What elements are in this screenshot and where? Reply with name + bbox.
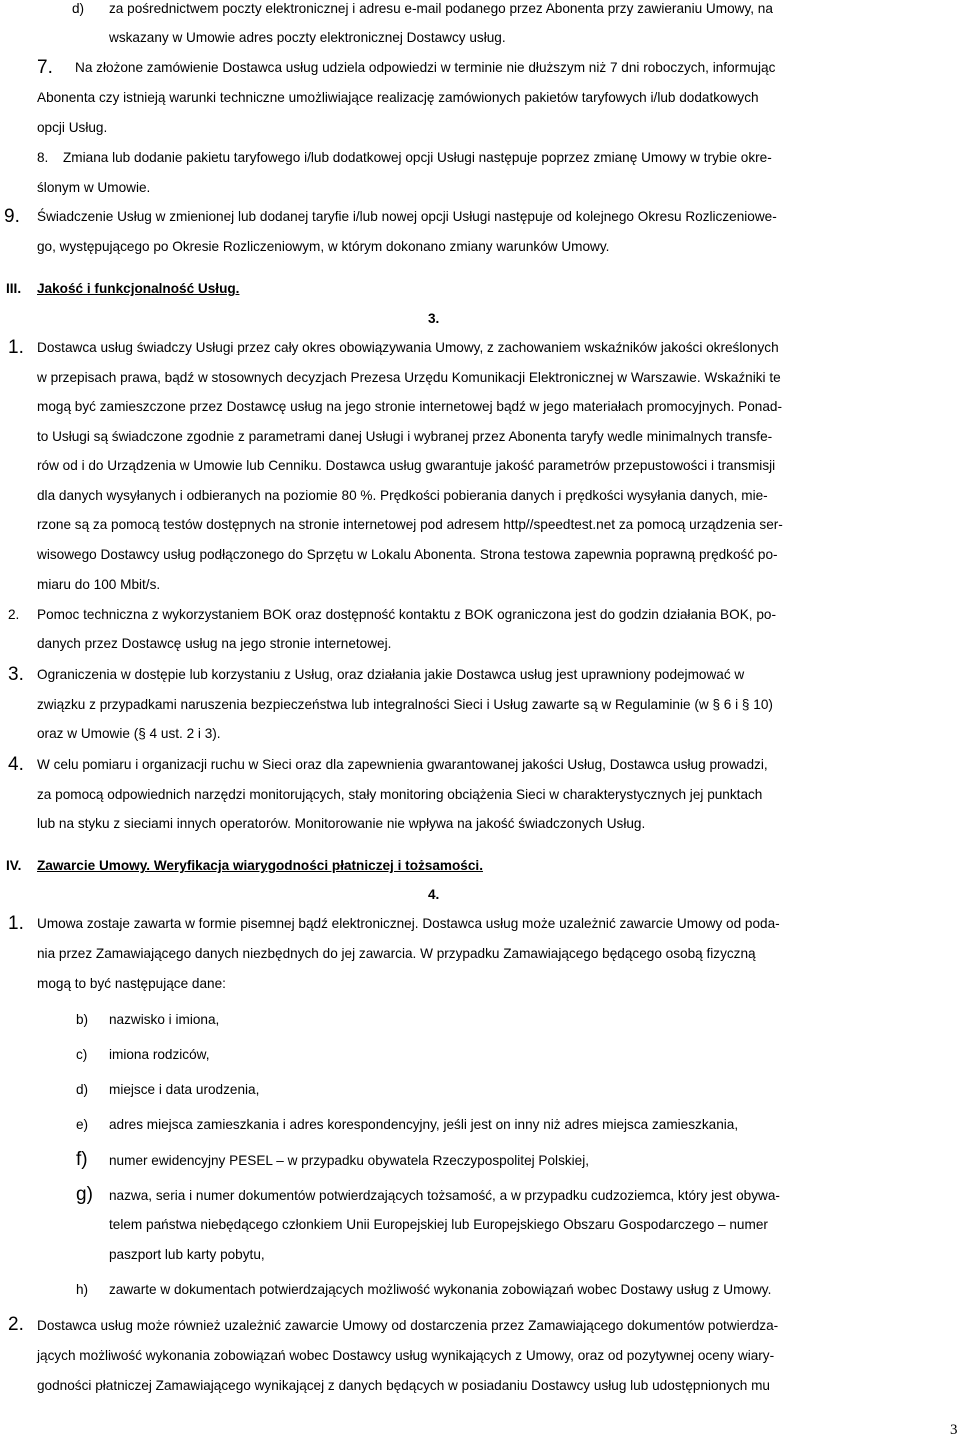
text-line: mogą to być następujące dane: bbox=[37, 976, 226, 991]
text-line: danych przez Dostawcę usług na jego stronie internetowej. bbox=[37, 636, 392, 651]
paragraph-number: 9. bbox=[4, 206, 20, 227]
text-line: Na złożone zamówienie Dostawca usług udziela odpowiedzi w terminie nie dłuższym niż 7 dni roboczych, informując bbox=[75, 60, 776, 75]
item-text: numer ewidencyjny PESEL – w przypadku obywatela Rzeczypospolitej Polskiej, bbox=[109, 1153, 590, 1168]
text-line: rzone są za pomocą testów dostępnych na stronie internetowej pod adresem http//speedtest.net za pomocą urządzenia ser- bbox=[37, 517, 783, 532]
item-marker: g) bbox=[76, 1184, 93, 1205]
item-marker: h) bbox=[76, 1282, 89, 1297]
text-line: oraz w Umowie (§ 4 ust. 2 i 3). bbox=[37, 726, 221, 741]
clause-number: 2. bbox=[8, 607, 20, 622]
text-line: mogą być zamieszczone przez Dostawcę usług na jego stronie internetowej bądź w jego materiałach promocyjnych. Ponad- bbox=[37, 399, 783, 414]
text-line: opcji Usług. bbox=[37, 120, 108, 135]
item-text: imiona rodziców, bbox=[109, 1047, 210, 1062]
text-line: w przepisach prawa, bądź w stosownych decyzjach Prezesa Urzędu Komunikacji Elektronicznej w Warszawie. Wskaźniki te bbox=[37, 370, 781, 385]
text-line: Dostawca usług świadczy Usługi przez cały okres obowiązywania Umowy, z zachowaniem wskaźników jakości określonych bbox=[37, 340, 779, 355]
text-line: to Usługi są świadczone zgodnie z parametrami danej Usługi i wybranej przez Abonenta taryfy wedle minimalnych transfe- bbox=[37, 429, 773, 444]
text-line: ślonym w Umowie. bbox=[37, 180, 151, 195]
text-line: rów od i do Urządzenia w Umowie lub Cenniku. Dostawca usług gwarantuje jakość parametrów przepustowości i transmisji bbox=[37, 458, 776, 473]
text-line: Pomoc techniczna z wykorzystaniem BOK oraz dostępność kontaktu z BOK ograniczona jest do godzin działania BOK, po- bbox=[37, 607, 776, 622]
clause-number: 4. bbox=[8, 754, 24, 775]
item-text: telem państwa niebędącego członkiem Unii Europejskiej lub Europejskiego Obszaru Gospodarczego – numer bbox=[109, 1217, 768, 1232]
text-line: związku z przypadkami naruszenia bezpieczeństwa lub integralności Sieci i Usług zawarte są w Regulaminie (w § 6 i § 10) bbox=[37, 697, 773, 712]
clause-number: 2. bbox=[8, 1314, 24, 1335]
item-text: adres miejsca zamieszkania i adres korespondencyjny, jeśli jest on inny niż adres miejsca zamieszkania, bbox=[109, 1117, 739, 1132]
text-line: nia przez Zamawiającego danych niezbędnych do jej zawarcia. W przypadku Zamawiającego będącego osobą fizyczną bbox=[37, 946, 756, 961]
text-line: Zmiana lub dodanie pakietu taryfowego i/lub dodatkowej opcji Usługi następuje poprzez zmianę Umowy w trybie okre- bbox=[63, 150, 772, 165]
item-marker: c) bbox=[76, 1047, 88, 1062]
item-marker: f) bbox=[76, 1149, 88, 1170]
text-line: godności płatniczej Zamawiającego wynikającej z danych będących w posiadaniu Dostawcy usług lub udostępnionych mu bbox=[37, 1378, 770, 1393]
item-text: paszport lub karty pobytu, bbox=[109, 1247, 265, 1262]
paragraph-number: 8. bbox=[37, 150, 49, 165]
text-line: miaru do 100 Mbit/s. bbox=[37, 577, 161, 592]
text-line: za pomocą odpowiednich narzędzi monitorujących, stały monitoring obciążenia Sieci w charakterystycznych jej punktach bbox=[37, 787, 763, 802]
paragraph-sign-3: 3. bbox=[428, 311, 440, 326]
item-text: nazwa, seria i numer dokumentów potwierdzających tożsamość, a w przypadku cudzoziemca, który jest obywa- bbox=[109, 1188, 780, 1203]
clause-number: 3. bbox=[8, 664, 24, 685]
text-line: go, występującego po Okresie Rozliczeniowym, w którym dokonano zmiany warunków Umowy. bbox=[37, 239, 610, 254]
section-title: Zawarcie Umowy. Weryfikacja wiarygodności płatniczej i tożsamości. bbox=[37, 858, 483, 873]
text-line: wisowego Dostawcy usług podłączonego do Sprzętu w Lokalu Abonenta. Strona testowa zapewnia poprawną prędkość po- bbox=[37, 547, 778, 562]
item-text: zawarte w dokumentach potwierdzających możliwość wykonania zobowiązań wobec Dostawy usług z Umowy. bbox=[109, 1282, 772, 1297]
page-number: 3 bbox=[950, 1422, 958, 1438]
section-roman-numeral: IV. bbox=[6, 858, 22, 873]
paragraph-number: 7. bbox=[37, 57, 53, 78]
clause-number: 1. bbox=[8, 913, 24, 934]
paragraph-sign-4: 4. bbox=[428, 887, 440, 902]
item-text: miejsce i data urodzenia, bbox=[109, 1082, 260, 1097]
text-line: za pośrednictwem poczty elektronicznej i adresu e-mail podanego przez Abonenta przy zawieraniu Umowy, na bbox=[109, 1, 773, 16]
item-marker: d) bbox=[76, 1082, 89, 1097]
text-line: lub na styku z sieciami innych operatorów. Monitorowanie nie wpływa na jakość świadczonych Usług. bbox=[37, 816, 646, 831]
item-marker: b) bbox=[76, 1012, 89, 1027]
text-line: W celu pomiaru i organizacji ruchu w Sieci oraz dla zapewnienia gwarantowanej jakości Usług, Dostawca usług prowadzi, bbox=[37, 757, 768, 772]
clause-number: 1. bbox=[8, 337, 24, 358]
item-marker: e) bbox=[76, 1117, 89, 1132]
text-line: Abonenta czy istnieją warunki techniczne umożliwiające realizację zamówionych pakietów taryfowych i/lub dodatkowych bbox=[37, 90, 759, 105]
text-line: wskazany w Umowie adres poczty elektronicznej Dostawcy usług. bbox=[109, 30, 506, 45]
text-line: jących możliwość wykonania zobowiązań wobec Dostawcy usług wynikających z Umowy, oraz od pozytywnej oceny wiary- bbox=[37, 1348, 775, 1363]
item-text: nazwisko i imiona, bbox=[109, 1012, 220, 1027]
text-line: Umowa zostaje zawarta w formie pisemnej bądź elektronicznej. Dostawca usług może uzależnić zawarcie Umowy od poda- bbox=[37, 916, 780, 931]
item-marker: d) bbox=[72, 1, 85, 16]
text-line: Ograniczenia w dostępie lub korzystaniu z Usług, oraz działania jakie Dostawca usług jest uprawniony podejmować w bbox=[37, 667, 745, 682]
text-line: dla danych wysyłanych i odbieranych na poziomie 80 %. Prędkości pobierania danych i prędkości wysyłania danych, mie- bbox=[37, 488, 768, 503]
text-line: Dostawca usług może również uzależnić zawarcie Umowy od dostarczenia przez Zamawiającego dokumentów potwierdza- bbox=[37, 1318, 779, 1333]
text-line: Świadczenie Usług w zmienionej lub dodanej taryfie i/lub nowej opcji Usługi następuje od kolejnego Okresu Rozliczeniowe- bbox=[37, 209, 777, 224]
section-roman-numeral: III. bbox=[6, 281, 22, 296]
section-title: Jakość i funkcjonalność Usług. bbox=[37, 281, 240, 296]
